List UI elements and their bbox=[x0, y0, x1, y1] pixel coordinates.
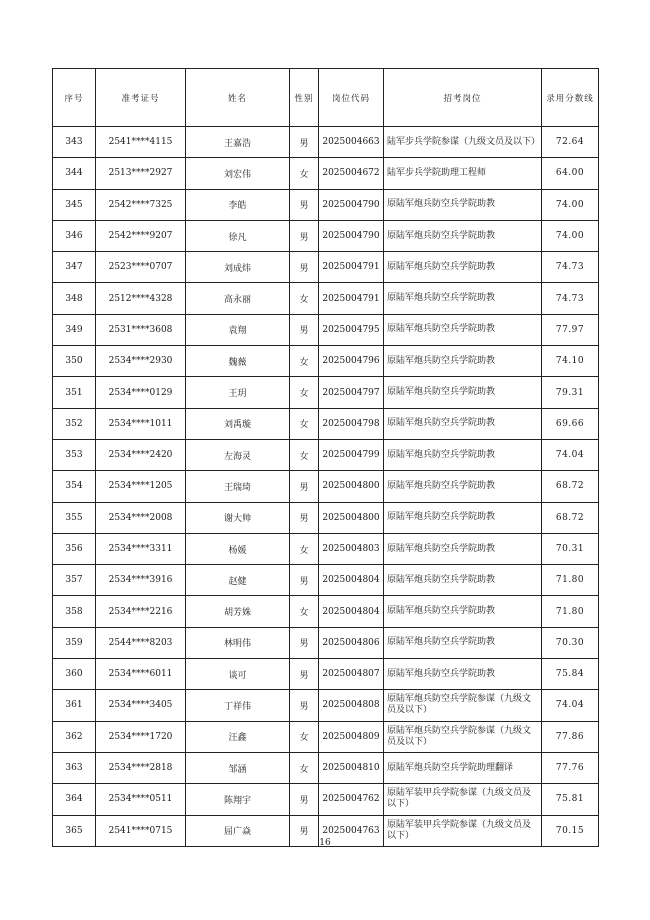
cell-exam-no: 2534****3405 bbox=[96, 690, 186, 721]
cell-post-code: 2025004762 bbox=[319, 784, 384, 815]
cell-seq: 361 bbox=[53, 690, 96, 721]
cell-post-code: 2025004791 bbox=[319, 252, 384, 283]
cell-post-code: 2025004809 bbox=[319, 721, 384, 752]
cell-score: 71.80 bbox=[542, 565, 599, 596]
cell-name: 屈广焱 bbox=[186, 815, 290, 846]
cell-seq: 358 bbox=[53, 596, 96, 627]
cell-name: 丁祥伟 bbox=[186, 690, 290, 721]
table-row bbox=[53, 439, 599, 470]
cell-gender: 男 bbox=[290, 659, 319, 690]
table-row bbox=[53, 220, 599, 251]
cell-name: 高永丽 bbox=[186, 283, 290, 314]
cell-gender: 女 bbox=[290, 533, 319, 564]
cell-position: 原陆军炮兵防空兵学院助教 bbox=[384, 565, 542, 596]
cell-exam-no: 2534****1720 bbox=[96, 721, 186, 752]
cell-gender: 女 bbox=[290, 377, 319, 408]
cell-gender: 女 bbox=[290, 721, 319, 752]
cell-name: 胡芳姝 bbox=[186, 596, 290, 627]
cell-position: 原陆军炮兵防空兵学院助教 bbox=[384, 252, 542, 283]
cell-exam-no: 2534****6011 bbox=[96, 659, 186, 690]
cell-score: 72.64 bbox=[542, 127, 599, 158]
cell-position: 原陆军炮兵防空兵学院助教 bbox=[384, 314, 542, 345]
table-row bbox=[53, 721, 599, 752]
cell-position: 陆军步兵学院助理工程师 bbox=[384, 158, 542, 189]
table-header-row bbox=[53, 69, 599, 127]
cell-post-code: 2025004806 bbox=[319, 627, 384, 658]
table-row bbox=[53, 314, 599, 345]
cell-seq: 357 bbox=[53, 565, 96, 596]
cell-position: 原陆军炮兵防空兵学院助教 bbox=[384, 533, 542, 564]
cell-score: 70.30 bbox=[542, 627, 599, 658]
cell-exam-no: 2542****7325 bbox=[96, 189, 186, 220]
cell-post-code: 2025004763 bbox=[319, 815, 384, 846]
cell-name: 王瑞琦 bbox=[186, 471, 290, 502]
cell-exam-no: 2534****1011 bbox=[96, 408, 186, 439]
header-gender: 性别 bbox=[290, 69, 319, 127]
cell-seq: 352 bbox=[53, 408, 96, 439]
cell-seq: 349 bbox=[53, 314, 96, 345]
cell-position: 原陆军炮兵防空兵学院助教 bbox=[384, 502, 542, 533]
cell-exam-no: 2512****4328 bbox=[96, 283, 186, 314]
table-row bbox=[53, 565, 599, 596]
cell-gender: 男 bbox=[290, 189, 319, 220]
cell-exam-no: 2534****2008 bbox=[96, 502, 186, 533]
cell-exam-no: 2534****3311 bbox=[96, 533, 186, 564]
table-row bbox=[53, 127, 599, 158]
cell-name: 魏薇 bbox=[186, 346, 290, 377]
cell-post-code: 2025004804 bbox=[319, 565, 384, 596]
cell-position: 原陆军炮兵防空兵学院助教 bbox=[384, 346, 542, 377]
cell-position: 原陆军炮兵防空兵学院助教 bbox=[384, 220, 542, 251]
cell-seq: 364 bbox=[53, 784, 96, 815]
cell-gender: 女 bbox=[290, 158, 319, 189]
cell-seq: 353 bbox=[53, 439, 96, 470]
cell-position: 原陆军装甲兵学院参谋（九级文员及以下） bbox=[384, 815, 542, 846]
cell-gender: 男 bbox=[290, 627, 319, 658]
table-row bbox=[53, 690, 599, 721]
cell-seq: 356 bbox=[53, 533, 96, 564]
cell-score: 74.04 bbox=[542, 439, 599, 470]
cell-exam-no: 2534****3916 bbox=[96, 565, 186, 596]
cell-exam-no: 2534****2818 bbox=[96, 752, 186, 783]
cell-position: 原陆军炮兵防空兵学院助教 bbox=[384, 408, 542, 439]
table-row bbox=[53, 408, 599, 439]
cell-score: 77.76 bbox=[542, 752, 599, 783]
cell-score: 77.86 bbox=[542, 721, 599, 752]
table-row bbox=[53, 502, 599, 533]
cell-post-code: 2025004791 bbox=[319, 283, 384, 314]
cell-gender: 女 bbox=[290, 408, 319, 439]
cell-position: 原陆军炮兵防空兵学院助理翻译 bbox=[384, 752, 542, 783]
cell-seq: 363 bbox=[53, 752, 96, 783]
cell-seq: 355 bbox=[53, 502, 96, 533]
cell-position: 原陆军炮兵防空兵学院参谋（九级文员及以下） bbox=[384, 690, 542, 721]
header-post-code: 岗位代码 bbox=[319, 69, 384, 127]
cell-gender: 男 bbox=[290, 220, 319, 251]
cell-exam-no: 2534****2930 bbox=[96, 346, 186, 377]
cell-score: 77.97 bbox=[542, 314, 599, 345]
cell-gender: 男 bbox=[290, 565, 319, 596]
cell-gender: 男 bbox=[290, 784, 319, 815]
cell-score: 69.66 bbox=[542, 408, 599, 439]
cell-post-code: 2025004790 bbox=[319, 189, 384, 220]
table-row bbox=[53, 784, 599, 815]
cell-post-code: 2025004672 bbox=[319, 158, 384, 189]
cell-gender: 女 bbox=[290, 596, 319, 627]
cell-exam-no: 2534****0511 bbox=[96, 784, 186, 815]
cell-position: 原陆军炮兵防空兵学院助教 bbox=[384, 439, 542, 470]
cell-seq: 345 bbox=[53, 189, 96, 220]
table-row bbox=[53, 377, 599, 408]
table-row bbox=[53, 627, 599, 658]
cell-score: 74.10 bbox=[542, 346, 599, 377]
cell-post-code: 2025004795 bbox=[319, 314, 384, 345]
cell-position: 原陆军炮兵防空兵学院助教 bbox=[384, 189, 542, 220]
cell-name: 陈翔宇 bbox=[186, 784, 290, 815]
cell-name: 王玥 bbox=[186, 377, 290, 408]
cell-exam-no: 2541****0715 bbox=[96, 815, 186, 846]
cell-gender: 男 bbox=[290, 471, 319, 502]
cell-gender: 男 bbox=[290, 690, 319, 721]
cell-score: 74.73 bbox=[542, 283, 599, 314]
cell-gender: 女 bbox=[290, 439, 319, 470]
admission-score-table bbox=[52, 68, 599, 847]
cell-score: 68.72 bbox=[542, 471, 599, 502]
cell-post-code: 2025004810 bbox=[319, 752, 384, 783]
header-score: 录用分数线 bbox=[542, 69, 599, 127]
cell-post-code: 2025004804 bbox=[319, 596, 384, 627]
cell-score: 79.31 bbox=[542, 377, 599, 408]
table-row bbox=[53, 533, 599, 564]
cell-seq: 354 bbox=[53, 471, 96, 502]
cell-gender: 男 bbox=[290, 502, 319, 533]
cell-name: 林明伟 bbox=[186, 627, 290, 658]
cell-seq: 351 bbox=[53, 377, 96, 408]
cell-score: 70.15 bbox=[542, 815, 599, 846]
cell-name: 杨媛 bbox=[186, 533, 290, 564]
header-name: 姓名 bbox=[186, 69, 290, 127]
cell-name: 汪鑫 bbox=[186, 721, 290, 752]
cell-name: 李皓 bbox=[186, 189, 290, 220]
cell-position: 原陆军炮兵防空兵学院助教 bbox=[384, 471, 542, 502]
cell-exam-no: 2534****2420 bbox=[96, 439, 186, 470]
cell-name: 刘禹璇 bbox=[186, 408, 290, 439]
cell-position: 陆军步兵学院参谋（九级文员及以下） bbox=[384, 127, 542, 158]
cell-exam-no: 2531****3608 bbox=[96, 314, 186, 345]
cell-exam-no: 2541****4115 bbox=[96, 127, 186, 158]
cell-name: 邹涵 bbox=[186, 752, 290, 783]
cell-exam-no: 2542****9207 bbox=[96, 220, 186, 251]
cell-score: 70.31 bbox=[542, 533, 599, 564]
cell-post-code: 2025004799 bbox=[319, 439, 384, 470]
table-row bbox=[53, 283, 599, 314]
cell-post-code: 2025004807 bbox=[319, 659, 384, 690]
table-row bbox=[53, 189, 599, 220]
cell-seq: 347 bbox=[53, 252, 96, 283]
cell-position: 原陆军炮兵防空兵学院助教 bbox=[384, 627, 542, 658]
cell-gender: 男 bbox=[290, 314, 319, 345]
cell-post-code: 2025004790 bbox=[319, 220, 384, 251]
cell-gender: 女 bbox=[290, 283, 319, 314]
cell-score: 74.00 bbox=[542, 189, 599, 220]
cell-name: 左海灵 bbox=[186, 439, 290, 470]
cell-post-code: 2025004803 bbox=[319, 533, 384, 564]
cell-name: 徐凡 bbox=[186, 220, 290, 251]
cell-name: 谈可 bbox=[186, 659, 290, 690]
cell-post-code: 2025004798 bbox=[319, 408, 384, 439]
cell-exam-no: 2534****1205 bbox=[96, 471, 186, 502]
cell-name: 刘成炜 bbox=[186, 252, 290, 283]
cell-score: 71.80 bbox=[542, 596, 599, 627]
cell-seq: 343 bbox=[53, 127, 96, 158]
cell-name: 谢大帅 bbox=[186, 502, 290, 533]
cell-post-code: 2025004800 bbox=[319, 502, 384, 533]
cell-seq: 360 bbox=[53, 659, 96, 690]
cell-seq: 362 bbox=[53, 721, 96, 752]
cell-position: 原陆军炮兵防空兵学院助教 bbox=[384, 283, 542, 314]
cell-score: 75.84 bbox=[542, 659, 599, 690]
cell-score: 68.72 bbox=[542, 502, 599, 533]
cell-seq: 344 bbox=[53, 158, 96, 189]
cell-name: 赵健 bbox=[186, 565, 290, 596]
cell-exam-no: 2534****2216 bbox=[96, 596, 186, 627]
table-row bbox=[53, 659, 599, 690]
page-number: 16 bbox=[319, 838, 331, 848]
cell-seq: 365 bbox=[53, 815, 96, 846]
table-row bbox=[53, 471, 599, 502]
cell-gender: 女 bbox=[290, 346, 319, 377]
cell-score: 74.73 bbox=[542, 252, 599, 283]
cell-post-code: 2025004663 bbox=[319, 127, 384, 158]
table-row bbox=[53, 158, 599, 189]
cell-seq: 348 bbox=[53, 283, 96, 314]
cell-gender: 女 bbox=[290, 752, 319, 783]
cell-exam-no: 2544****8203 bbox=[96, 627, 186, 658]
cell-seq: 350 bbox=[53, 346, 96, 377]
cell-seq: 346 bbox=[53, 220, 96, 251]
cell-name: 袁翔 bbox=[186, 314, 290, 345]
cell-score: 75.81 bbox=[542, 784, 599, 815]
cell-position: 原陆军炮兵防空兵学院助教 bbox=[384, 659, 542, 690]
cell-position: 原陆军炮兵防空兵学院助教 bbox=[384, 377, 542, 408]
header-exam-no: 准考证号 bbox=[96, 69, 186, 127]
cell-post-code: 2025004797 bbox=[319, 377, 384, 408]
table-body bbox=[53, 127, 599, 847]
header-position: 招考岗位 bbox=[384, 69, 542, 127]
cell-name: 刘宏伟 bbox=[186, 158, 290, 189]
table-row bbox=[53, 252, 599, 283]
cell-name: 王嘉浩 bbox=[186, 127, 290, 158]
table-row bbox=[53, 752, 599, 783]
table-row bbox=[53, 596, 599, 627]
header-seq: 序号 bbox=[53, 69, 96, 127]
cell-post-code: 2025004800 bbox=[319, 471, 384, 502]
cell-exam-no: 2523****0707 bbox=[96, 252, 186, 283]
cell-position: 原陆军装甲兵学院参谋（九级文员及以下） bbox=[384, 784, 542, 815]
cell-score: 64.00 bbox=[542, 158, 599, 189]
cell-gender: 男 bbox=[290, 252, 319, 283]
cell-post-code: 2025004808 bbox=[319, 690, 384, 721]
cell-score: 74.04 bbox=[542, 690, 599, 721]
cell-post-code: 2025004796 bbox=[319, 346, 384, 377]
cell-gender: 男 bbox=[290, 815, 319, 846]
cell-seq: 359 bbox=[53, 627, 96, 658]
cell-exam-no: 2534****0129 bbox=[96, 377, 186, 408]
cell-exam-no: 2513****2927 bbox=[96, 158, 186, 189]
cell-position: 原陆军炮兵防空兵学院参谋（九级文员及以下） bbox=[384, 721, 542, 752]
cell-score: 74.00 bbox=[542, 220, 599, 251]
table-row bbox=[53, 346, 599, 377]
cell-gender: 男 bbox=[290, 127, 319, 158]
cell-position: 原陆军炮兵防空兵学院助教 bbox=[384, 596, 542, 627]
